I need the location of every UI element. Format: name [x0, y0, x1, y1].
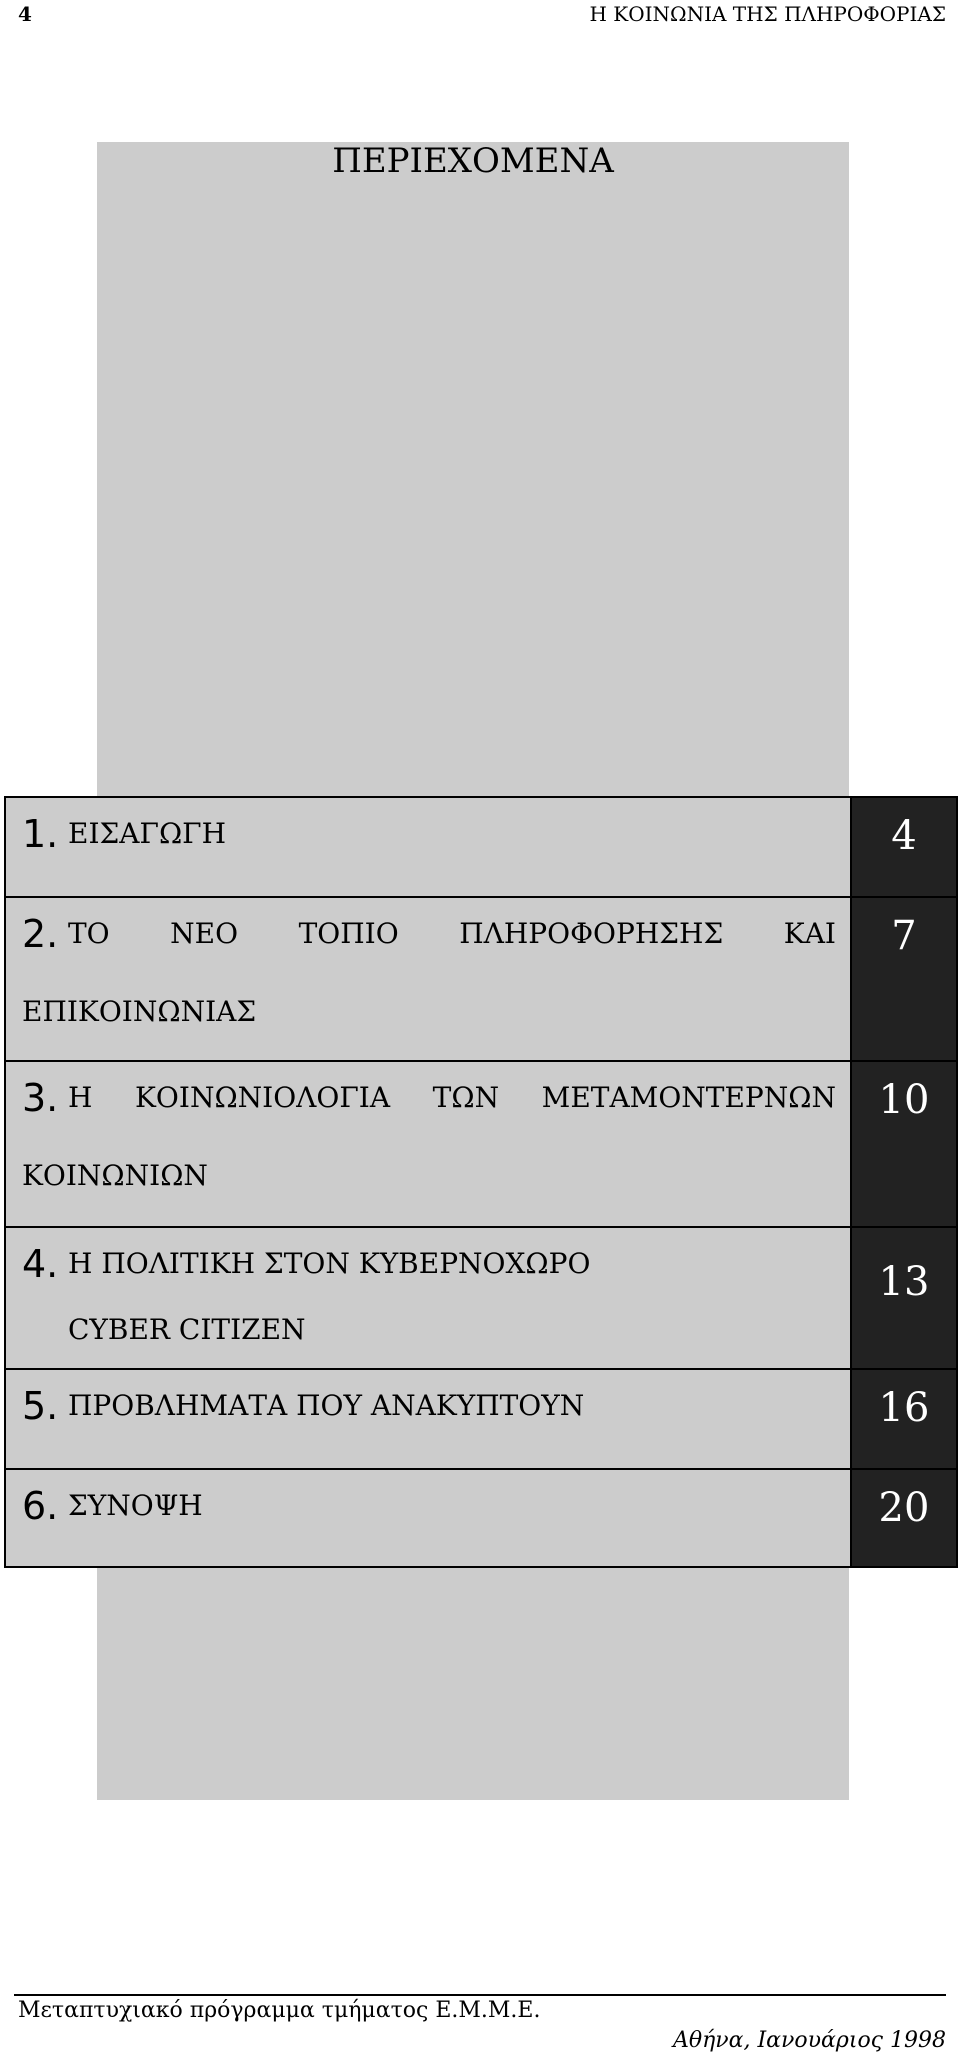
entry-page: 4: [891, 813, 917, 859]
entry-title-line2: ΕΠΙΚΟΙΝΩΝΙΑΣ: [22, 995, 257, 1028]
entry-word: ΜΕΤΑΜΟΝΤΕΡΝΩΝ: [541, 1081, 836, 1114]
entry-word: ΚΑΙ: [783, 917, 836, 950]
entry-page: 20: [878, 1485, 930, 1531]
toc-row-3[interactable]: [6, 1062, 956, 1228]
entry-page: 10: [878, 1077, 930, 1123]
toc-page-cell: [852, 898, 956, 1060]
toc-entry-cell: [6, 798, 852, 896]
running-title: Η ΚΟΙΝΩΝΙΑ ΤΗΣ ΠΛΗΡΟΦΟΡΙΑΣ: [589, 2, 946, 26]
entry-number: 6.: [22, 1484, 59, 1528]
entry-title-line2: ΚΟΙΝΩΝΙΩΝ: [22, 1159, 208, 1192]
footer-place-date: Αθήνα, Ιανουάριος 1998: [672, 2028, 946, 2053]
entry-word: ΤΩΝ: [432, 1081, 500, 1114]
entry-title-line1: [68, 1076, 836, 1120]
page-number: 4: [18, 2, 32, 26]
toc-page-cell: [852, 1062, 956, 1226]
entry-word: ΤΟΠΙΟ: [298, 917, 399, 950]
toc-page-cell: [852, 798, 956, 896]
entry-word: ΝΕΟ: [170, 917, 239, 950]
entry-title: ΠΡΟΒΛΗΜΑΤΑ ΠΟΥ ΑΝΑΚΥΠΤΟΥΝ: [68, 1389, 585, 1422]
toc-row-5[interactable]: [6, 1370, 956, 1470]
toc-entry-cell: [6, 1228, 852, 1368]
toc-row-4[interactable]: [6, 1228, 956, 1370]
toc-row-2[interactable]: [6, 898, 956, 1062]
entry-word: ΤΟ: [68, 917, 110, 950]
entry-title-line2: CYBER CITIZEN: [68, 1313, 306, 1346]
entry-title: ΕΙΣΑΓΩΓΗ: [68, 817, 227, 850]
entry-number: 2.: [22, 912, 59, 956]
entry-number: 4.: [22, 1242, 59, 1286]
entry-word: ΠΛΗΡΟΦΟΡΗΣΗΣ: [459, 917, 724, 950]
toc-entry-cell: [6, 1370, 852, 1468]
toc-page-cell: [852, 1370, 956, 1468]
entry-page: 13: [878, 1259, 930, 1305]
toc-entry-cell: [6, 1470, 852, 1566]
entry-number: 5.: [22, 1384, 59, 1428]
footer-divider: [14, 1994, 946, 1996]
toc-entry-cell: [6, 898, 852, 1060]
entry-word: ΚΟΙΝΩΝΙΟΛΟΓΙΑ: [135, 1081, 391, 1114]
toc-table: [4, 796, 958, 1568]
toc-row-1[interactable]: [6, 798, 956, 898]
entry-title: ΣΥΝΟΨΗ: [68, 1489, 203, 1522]
toc-page-cell: [852, 1228, 956, 1368]
entry-number: 1.: [22, 812, 59, 856]
entry-page: 16: [878, 1385, 930, 1431]
toc-row-6[interactable]: [6, 1470, 956, 1566]
entry-title-line1: Η ΠΟΛΙΤΙΚΗ ΣΤΟΝ ΚΥΒΕΡΝΟΧΩΡΟ: [68, 1247, 591, 1280]
toc-page-cell: [852, 1470, 956, 1566]
entry-page: 7: [891, 913, 917, 959]
toc-title: ΠΕΡΙΕΧΟΜΕΝΑ: [332, 141, 614, 181]
entry-word: Η: [68, 1081, 93, 1114]
footer-program: Μεταπτυχιακό πρόγραμμα τμήματος Ε.Μ.Μ.Ε.: [18, 1998, 541, 2023]
toc-entry-cell: [6, 1062, 852, 1226]
entry-number: 3.: [22, 1076, 59, 1120]
entry-title-line1: [68, 912, 836, 956]
